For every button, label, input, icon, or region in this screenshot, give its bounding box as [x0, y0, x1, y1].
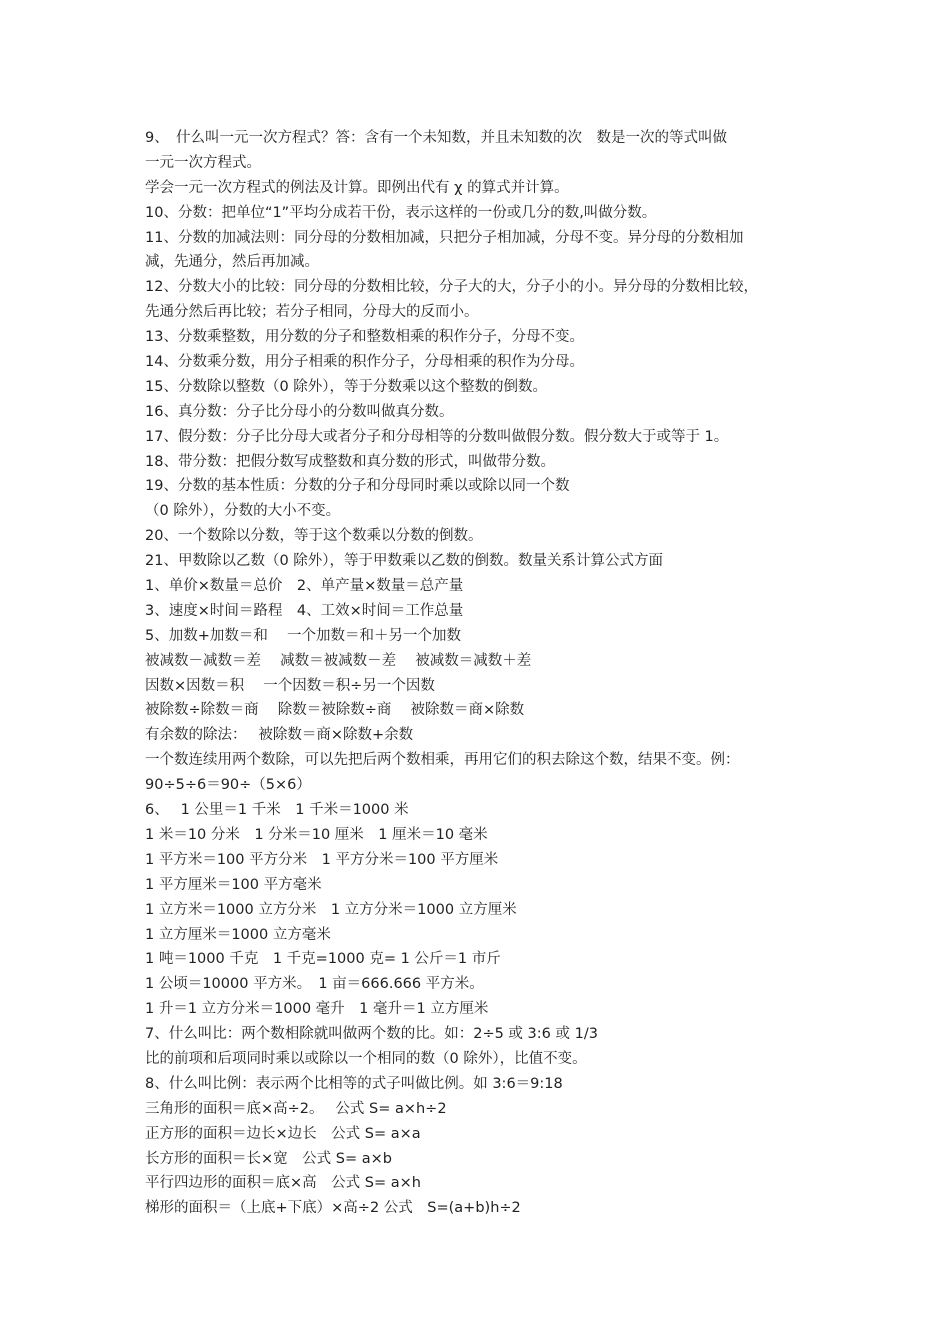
text-line: 17、假分数：分子比分母大或者分子和分母相等的分数叫做假分数。假分数大于或等于 1。 [145, 428, 729, 445]
text-line: 12、分数大小的比较：同分母的分数相比较，分子大的大，分子小的小。异分母的分数相比较， [145, 279, 758, 296]
text-line: （0 除外），分数的大小不变。 [145, 503, 341, 520]
text-line: 19、分数的基本性质：分数的分子和分母同时乘以或除以同一个数 [145, 478, 570, 495]
text-line: 1 升＝1 立方分米＝1000 毫升 1 毫升＝1 立方厘米 [145, 1001, 489, 1018]
text-line: 8、什么叫比例：表示两个比相等的式子叫做比例。如 3:6＝9:18 [145, 1075, 563, 1092]
text-line: 比的前项和后项同时乘以或除以一个相同的数（0 除外），比值不变。 [145, 1050, 587, 1067]
text-line: 三角形的面积＝底×高÷2。 公式 S= a×h÷2 [145, 1100, 447, 1117]
text-line: 11、分数的加减法则：同分母的分数相加减，只把分子相加减，分母不变。异分母的分数相加 [145, 229, 744, 246]
text-line: 梯形的面积＝（上底+下底）×高÷2 公式 S=(a+b)h÷2 [145, 1200, 521, 1217]
text-line: 1 平方厘米＝100 平方毫米 [145, 876, 322, 893]
text-line: 有余数的除法： 被除数＝商×除数+余数 [145, 727, 414, 744]
text-line: 平行四边形的面积＝底×高 公式 S= a×h [145, 1175, 421, 1192]
text-line: 14、分数乘分数，用分子相乘的积作分子，分母相乘的积作为分母。 [145, 354, 584, 371]
text-line: 6、 1 公里＝1 千米 1 千米＝1000 米 [145, 802, 409, 819]
text-line: 长方形的面积＝长×宽 公式 S= a×b [145, 1150, 392, 1167]
text-line: 被减数－减数＝差 减数＝被减数－差 被减数＝减数＋差 [145, 652, 532, 669]
text-line: 1 立方厘米＝1000 立方毫米 [145, 926, 331, 943]
document-body [145, 126, 825, 1221]
text-line: 3、速度×时间＝路程 4、工效×时间＝工作总量 [145, 602, 464, 619]
text-line: 减，先通分，然后再加减。 [145, 254, 319, 271]
text-line: 1 吨＝1000 千克 1 千克=1000 克= 1 公斤＝1 市斤 [145, 951, 501, 968]
text-line: 学会一元一次方程式的例法及计算。即例出代有 χ 的算式并计算。 [145, 179, 569, 196]
text-line: 90÷5÷6＝90÷（5×6） [145, 777, 311, 794]
text-line: 15、分数除以整数（0 除外），等于分数乘以这个整数的倒数。 [145, 378, 548, 395]
text-line: 1 公顷＝10000 平方米。 1 亩＝666.666 平方米。 [145, 976, 484, 993]
text-line: 10、分数：把单位“1”平均分成若干份，表示这样的一份或几分的数,叫做分数。 [145, 204, 657, 221]
text-line: 1 立方米＝1000 立方分米 1 立方分米＝1000 立方厘米 [145, 901, 517, 918]
text-line: 20、一个数除以分数，等于这个数乘以分数的倒数。 [145, 528, 483, 545]
text-line: 1 米＝10 分米 1 分米＝10 厘米 1 厘米＝10 毫米 [145, 826, 488, 843]
text-line: 16、真分数：分子比分母小的分数叫做真分数。 [145, 403, 454, 420]
text-line: 5、加数+加数＝和 一个加数＝和＋另一个加数 [145, 627, 461, 644]
text-line: 1 平方米＝100 平方分米 1 平方分米＝100 平方厘米 [145, 851, 499, 868]
text-line: 一个数连续用两个数除，可以先把后两个数相乘，再用它们的积去除这个数，结果不变。例： [145, 752, 740, 769]
text-line: 21、甲数除以乙数（0 除外），等于甲数乘以乙数的倒数。数量关系计算公式方面 [145, 553, 664, 570]
text-line: 被除数÷除数＝商 除数＝被除数÷商 被除数＝商×除数 [145, 702, 525, 719]
text-line: 9、 什么叫一元一次方程式？答：含有一个未知数，并且未知数的次 数是一次的等式叫做 [145, 130, 727, 146]
text-line: 1、单价×数量＝总价 2、单产量×数量＝总产量 [145, 578, 464, 595]
text-line: 先通分然后再比较；若分子相同，分母大的反而小。 [145, 304, 479, 321]
text-line: 正方形的面积＝边长×边长 公式 S= a×a [145, 1125, 421, 1142]
text-line: 一元一次方程式。 [145, 154, 261, 171]
text-line: 18、带分数：把假分数写成整数和真分数的形式，叫做带分数。 [145, 453, 555, 470]
text-line: 13、分数乘整数，用分数的分子和整数相乘的积作分子，分母不变。 [145, 329, 584, 346]
text-line: 7、什么叫比：两个数相除就叫做两个数的比。如：2÷5 或 3:6 或 1/3 [145, 1026, 598, 1043]
text-line: 因数×因数＝积 一个因数＝积÷另一个因数 [145, 677, 435, 694]
